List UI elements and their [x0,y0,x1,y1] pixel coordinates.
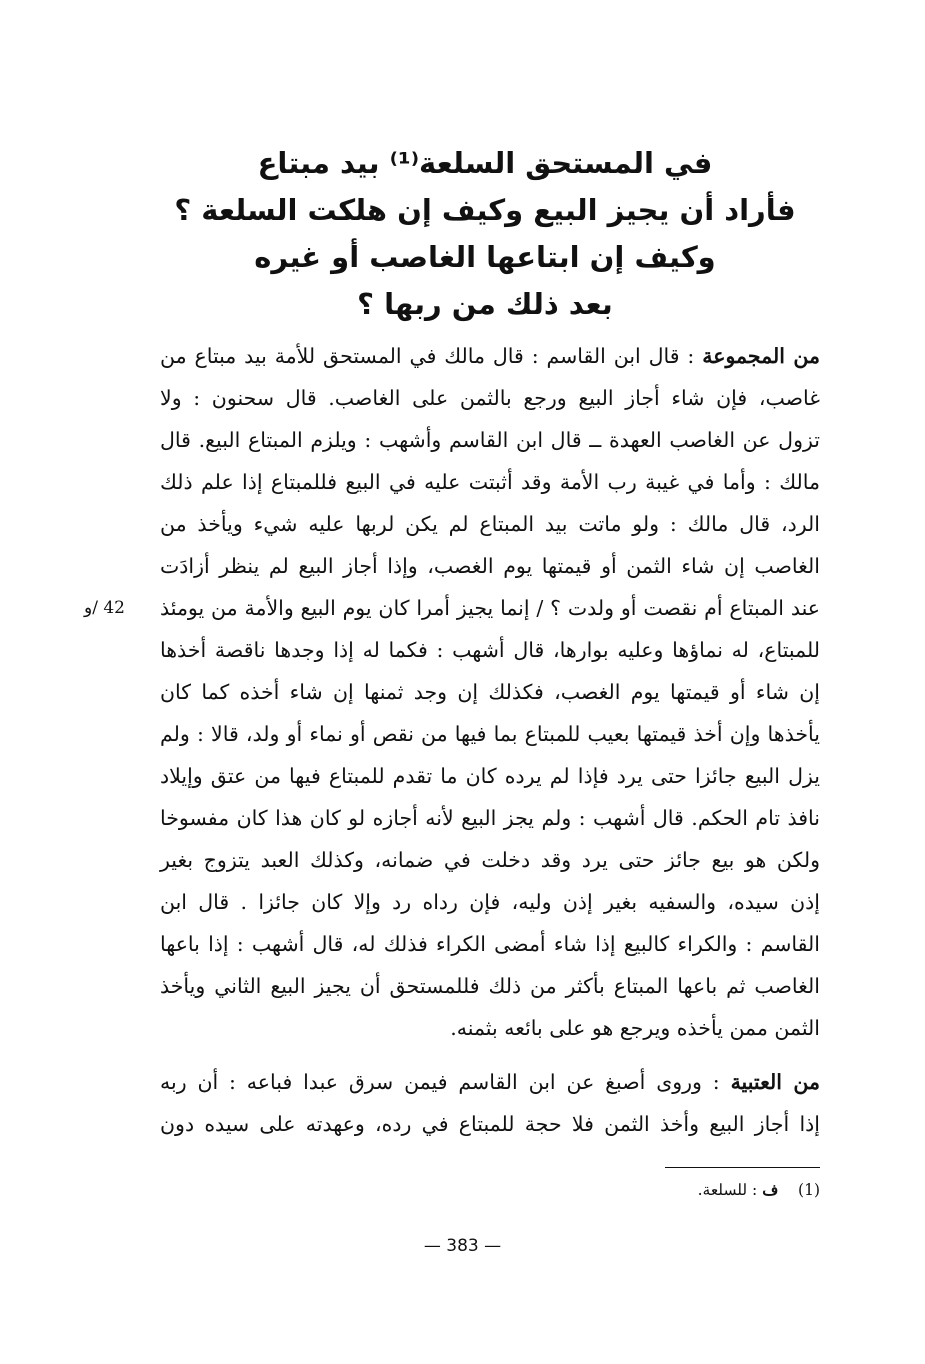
text-line: الغاصب إن شاء الثمن أو قيمتها يوم الغصب، وإذا أجاز البيع لم ينظر أزادَت [160,554,820,578]
footnote-siglum: ف [762,1180,779,1199]
footnote [560,1180,820,1199]
text-line: الرد، قال مالك : ولو ماتت بيد المبتاع لم يكن لربها عليه شيء ويأخذ من [160,512,820,536]
text-line: غاصب، فإن شاء أجاز البيع ورجع بالثمن على الغاصب. قال سحنون : ولا [160,386,820,410]
text-line: الغاصب ثم باعها المبتاع بأكثر من ذلك فللمستحق أن يجيز البيع الثاني ويأخذ [160,974,820,998]
text-line: عند المبتاع أم نقصت أو ولدت ؟ / إنما يجيز أمرا كان يوم البيع والأمة من يومئذ [160,596,820,620]
folio-margin-note: 42 /و [84,598,125,618]
text-line [160,335,820,377]
heading-line: بعد ذلك من ربها ؟ [357,287,613,321]
text-line: إذا أجاز البيع وأخذ الثمن فلا حجة للمبتاع في رده، وعهدته على سيده دون [160,1112,820,1136]
source-name: من المجموعة [702,344,820,368]
text-line: الثمن ممن يأخذه ويرجع هو على بائعه بثمنه. [450,1016,820,1040]
heading-line: فأراد أن يجيز البيع وكيف إن هلكت السلعة ؟ [174,193,796,227]
text-line [160,1061,820,1103]
paragraph [160,1061,820,1145]
heading-line: في المستحق السلعة⁽¹⁾ بيد مبتاع [257,146,713,180]
text-line: القاسم : والكراء كالبيع إذا شاء أمضى الكراء فذلك له، قال أشهب : إذا باعها [160,932,820,956]
paragraph [160,335,820,1049]
line-text: : وروى أصبغ عن ابن القاسم فيمن سرق عبدا فباعه : أن ربه [160,1070,731,1094]
footnote-divider [665,1167,820,1168]
heading-line: وكيف إن ابتاعها الغاصب أو غيره [254,240,716,274]
page-number: — 383 — [423,1236,502,1256]
source-name: من العتبية [730,1070,821,1094]
text-line: يأخذها وإن أخذ قيمتها بعيب للمبتاع بما فيها من نقص أو نماء أو ولد، قالا : ولم [160,722,820,746]
footnote-text: : للسلعة. [697,1181,763,1199]
text-line: للمبتاع، له نماؤها وعليه بوارها، قال أشهب : فكما له إذا وجدها ناقصة أخذها [160,638,820,662]
footnote-marker: (1) [798,1181,820,1199]
line-text: : قال ابن القاسم : قال مالك في المستحق للأمة بيد مبتاع من [160,344,703,368]
text-line: إذن سيده، والسفيه بغير إذن وليه، فإن رداه رد وإلا كان جائزا . قال ابن [160,890,820,914]
text-line: ولكن هو بيع جائز حتى يرد وقد دخلت في ضمانه، وكذلك العبد يتزوج بغير [160,848,820,872]
text-line: مالك : وأما في غيبة رب الأمة وقد أثبتت عليه في البيع فللمبتاع إذا علم ذلك [160,470,820,494]
text-line: نافذ تام الحكم. قال أشهب : ولم يجز البيع لأنه أجازه لو كان هذا كان مفسوخا [160,806,820,830]
section-heading [150,140,820,328]
text-line: تزول عن الغاصب العهدة ــ قال ابن القاسم وأشهب : ويلزم المبتاع البيع. قال [160,428,820,452]
text-line: يزل البيع جائزا حتى يرد فإذا لم يرده كان ما تقدم للمبتاع فيها من عتق وإيلاد [160,764,820,788]
text-line: إن شاء أو قيمتها يوم الغصب، فكذلك إن وجد ثمنها إن شاء أخذه كما كان [160,680,820,704]
body-text [160,335,820,1145]
